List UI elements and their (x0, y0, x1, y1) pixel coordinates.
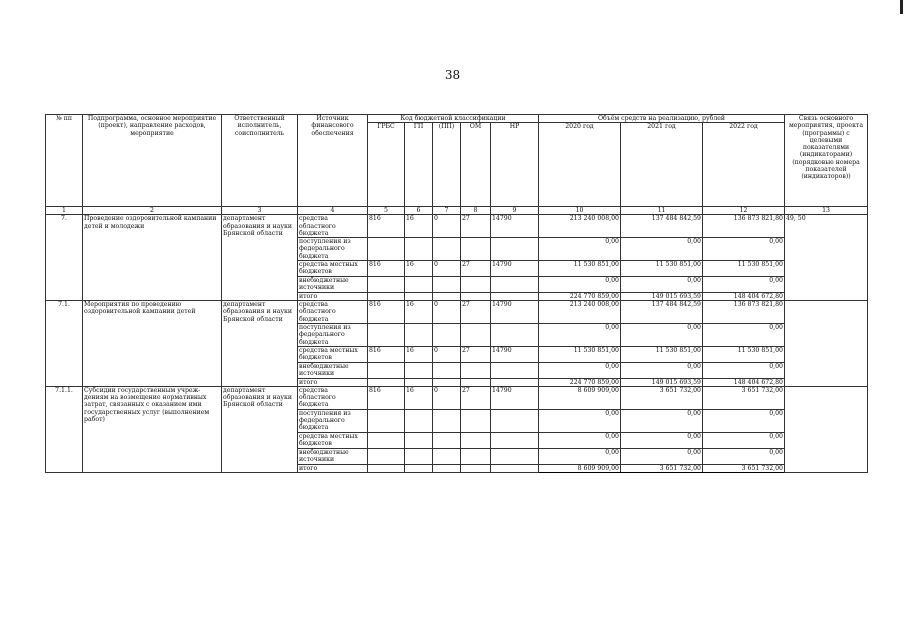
page-number: 38 (444, 68, 461, 82)
source-label: средства местных бюджетов (298, 346, 368, 362)
code-pgp (433, 378, 461, 386)
code-pgp: 0 (433, 346, 461, 362)
amount-y2020: 0,00 (539, 277, 621, 293)
scan-edge-mark (900, 0, 903, 14)
code-gp: 16 (405, 346, 433, 362)
code-om (461, 362, 491, 378)
source-label: поступления из федерального бюджета (298, 238, 368, 261)
code-gp (405, 277, 433, 293)
code-pgp (433, 432, 461, 448)
amount-y2021: 0,00 (621, 362, 703, 378)
source-label: поступления из федерального бюджета (298, 323, 368, 346)
header-program: Подпрограмма, основное мероприятие (проект), направление расходов, мероприятие (83, 115, 222, 207)
responsible-executor: департамент образования и науки Брянской области (222, 386, 298, 472)
code-np: 14790 (491, 346, 539, 362)
code-gp (405, 378, 433, 386)
code-grbs: 816 (368, 215, 405, 238)
source-label: средства областного бюджета (298, 301, 368, 324)
column-number: 12 (703, 207, 785, 215)
header-volume: Объём средств на реализацию, рублей (539, 115, 785, 123)
amount-y2022: 11 530 851,00 (703, 346, 785, 362)
code-grbs (368, 464, 405, 472)
amount-y2020: 224 770 859,00 (539, 293, 621, 301)
code-om: 27 (461, 301, 491, 324)
code-grbs (368, 293, 405, 301)
header-grbs: ГРБС (368, 123, 405, 207)
code-np (491, 378, 539, 386)
code-om: 27 (461, 261, 491, 277)
indicator-link: 49, 50 (785, 215, 868, 301)
column-number: 6 (405, 207, 433, 215)
code-gp: 16 (405, 261, 433, 277)
header-link: Связь основного мероприятия, проекта (программы) с целевыми показателями (индикаторами) (порядковые номера показателей (индикаторов)) (785, 115, 868, 207)
header-year-2022: 2022 год (703, 123, 785, 207)
amount-y2022: 0,00 (703, 277, 785, 293)
code-gp (405, 293, 433, 301)
code-grbs (368, 378, 405, 386)
code-gp: 16 (405, 215, 433, 238)
code-om (461, 409, 491, 432)
code-grbs: 816 (368, 386, 405, 409)
source-label: средства областного бюджета (298, 215, 368, 238)
code-om: 27 (461, 386, 491, 409)
amount-y2021: 11 530 851,00 (621, 261, 703, 277)
amount-y2021: 3 651 732,00 (621, 464, 703, 472)
header-responsible: Ответственный исполнитель, соисполнитель (222, 115, 298, 207)
amount-y2022: 11 530 851,00 (703, 261, 785, 277)
source-label: средства областного бюджета (298, 386, 368, 409)
header-num: № пп (46, 115, 83, 207)
column-number: 2 (83, 207, 222, 215)
column-number: 8 (461, 207, 491, 215)
code-om (461, 238, 491, 261)
code-om (461, 293, 491, 301)
code-grbs: 816 (368, 301, 405, 324)
amount-y2022: 0,00 (703, 323, 785, 346)
source-label: итого (298, 378, 368, 386)
code-pgp (433, 293, 461, 301)
amount-y2020: 213 240 008,00 (539, 301, 621, 324)
code-pgp (433, 362, 461, 378)
code-grbs (368, 277, 405, 293)
code-gp (405, 448, 433, 464)
header-row-1 (46, 115, 868, 123)
code-om: 27 (461, 215, 491, 238)
code-np (491, 323, 539, 346)
code-pgp (433, 238, 461, 261)
program-name: Субсидии государственным учреж-дениям на возмещение нормативных затрат, связанных с оказанием ими государственных услуг (выполнением работ) (83, 386, 222, 472)
amount-y2020: 0,00 (539, 323, 621, 346)
code-grbs (368, 362, 405, 378)
amount-y2020: 0,00 (539, 448, 621, 464)
amount-y2020: 8 609 909,00 (539, 386, 621, 409)
code-pgp: 0 (433, 261, 461, 277)
code-pgp: 0 (433, 301, 461, 324)
header-pgp: (ПП) (433, 123, 461, 207)
amount-y2022: 0,00 (703, 362, 785, 378)
column-number-row (46, 207, 868, 215)
code-pgp (433, 277, 461, 293)
amount-y2021: 11 530 851,00 (621, 346, 703, 362)
amount-y2020: 224 770 859,00 (539, 378, 621, 386)
code-pgp: 0 (433, 386, 461, 409)
responsible-executor: департамент образования и науки Брянской области (222, 301, 298, 387)
code-np: 14790 (491, 261, 539, 277)
table-body (46, 207, 868, 472)
code-pgp (433, 323, 461, 346)
amount-y2022: 3 651 732,00 (703, 464, 785, 472)
amount-y2022: 148 404 672,80 (703, 293, 785, 301)
source-label: внебюджетные источники (298, 277, 368, 293)
code-np (491, 238, 539, 261)
header-budget-code: Код бюджетной классификации (368, 115, 539, 123)
code-gp (405, 464, 433, 472)
code-gp (405, 362, 433, 378)
column-number: 13 (785, 207, 868, 215)
code-np (491, 464, 539, 472)
header-year-2020: 2020 год (539, 123, 621, 207)
code-np (491, 277, 539, 293)
code-om (461, 378, 491, 386)
column-number: 5 (368, 207, 405, 215)
column-number: 10 (539, 207, 621, 215)
column-number: 9 (491, 207, 539, 215)
code-pgp (433, 409, 461, 432)
row-number: 7. (46, 215, 83, 301)
amount-y2021: 0,00 (621, 432, 703, 448)
amount-y2021: 149 015 693,59 (621, 293, 703, 301)
code-grbs: 816 (368, 346, 405, 362)
header-om: ОМ (461, 123, 491, 207)
amount-y2021: 149 015 693,59 (621, 378, 703, 386)
amount-y2021: 3 651 732,00 (621, 386, 703, 409)
amount-y2022: 148 404 672,80 (703, 378, 785, 386)
amount-y2022: 0,00 (703, 238, 785, 261)
code-grbs (368, 448, 405, 464)
source-label: средства местных бюджетов (298, 261, 368, 277)
amount-y2022: 0,00 (703, 409, 785, 432)
amount-y2020: 8 609 909,00 (539, 464, 621, 472)
source-label: поступления из федерального бюджета (298, 409, 368, 432)
amount-y2020: 0,00 (539, 362, 621, 378)
header-gp: ГП (405, 123, 433, 207)
source-label: внебюджетные источники (298, 448, 368, 464)
amount-y2022: 0,00 (703, 448, 785, 464)
amount-y2022: 0,00 (703, 432, 785, 448)
code-om: 27 (461, 346, 491, 362)
code-om (461, 323, 491, 346)
indicator-link (785, 386, 868, 472)
code-pgp (433, 464, 461, 472)
code-om (461, 277, 491, 293)
column-number: 3 (222, 207, 298, 215)
header-source: Источник финансового обеспечения (298, 115, 368, 207)
code-np: 14790 (491, 386, 539, 409)
code-np (491, 293, 539, 301)
indicator-link (785, 301, 868, 387)
amount-y2020: 11 530 851,00 (539, 346, 621, 362)
source-label: средства местных бюджетов (298, 432, 368, 448)
source-label: внебюджетные источники (298, 362, 368, 378)
column-number: 11 (621, 207, 703, 215)
amount-y2020: 11 530 851,00 (539, 261, 621, 277)
code-gp: 16 (405, 301, 433, 324)
amount-y2021: 0,00 (621, 323, 703, 346)
code-grbs (368, 323, 405, 346)
amount-y2022: 3 651 732,00 (703, 386, 785, 409)
code-gp (405, 323, 433, 346)
source-label: итого (298, 464, 368, 472)
amount-y2020: 0,00 (539, 432, 621, 448)
code-pgp: 0 (433, 215, 461, 238)
column-number: 1 (46, 207, 83, 215)
program-name: Проведение оздоровительной кампании детей и молодежи (83, 215, 222, 301)
code-gp (405, 432, 433, 448)
code-gp (405, 238, 433, 261)
code-np (491, 448, 539, 464)
column-number: 4 (298, 207, 368, 215)
code-gp: 16 (405, 386, 433, 409)
budget-table (45, 114, 868, 473)
amount-y2020: 0,00 (539, 238, 621, 261)
code-grbs (368, 409, 405, 432)
code-gp (405, 409, 433, 432)
code-grbs: 816 (368, 261, 405, 277)
program-name: Мероприятия по проведению оздоровительной кампании детей (83, 301, 222, 387)
code-pgp (433, 448, 461, 464)
responsible-executor: департамент образования и науки Брянской области (222, 215, 298, 301)
amount-y2021: 0,00 (621, 277, 703, 293)
amount-y2020: 0,00 (539, 409, 621, 432)
row-number: 7.1.1. (46, 386, 83, 472)
table-row-regional (46, 215, 868, 238)
code-grbs (368, 432, 405, 448)
table-row-regional (46, 386, 868, 409)
header-year-2021: 2021 год (621, 123, 703, 207)
code-np (491, 409, 539, 432)
amount-y2021: 0,00 (621, 409, 703, 432)
amount-y2021: 0,00 (621, 238, 703, 261)
amount-y2021: 0,00 (621, 448, 703, 464)
row-number: 7.1. (46, 301, 83, 387)
header-np: НР (491, 123, 539, 207)
code-grbs (368, 238, 405, 261)
amount-y2021: 137 484 842,59 (621, 301, 703, 324)
amount-y2021: 137 484 842,59 (621, 215, 703, 238)
code-om (461, 432, 491, 448)
amount-y2022: 136 873 821,80 (703, 301, 785, 324)
code-om (461, 448, 491, 464)
amount-y2020: 213 240 008,00 (539, 215, 621, 238)
source-label: итого (298, 293, 368, 301)
table-row-regional (46, 301, 868, 324)
amount-y2022: 136 873 821,80 (703, 215, 785, 238)
code-np: 14790 (491, 301, 539, 324)
code-np (491, 432, 539, 448)
column-number: 7 (433, 207, 461, 215)
code-np: 14790 (491, 215, 539, 238)
code-om (461, 464, 491, 472)
code-np (491, 362, 539, 378)
